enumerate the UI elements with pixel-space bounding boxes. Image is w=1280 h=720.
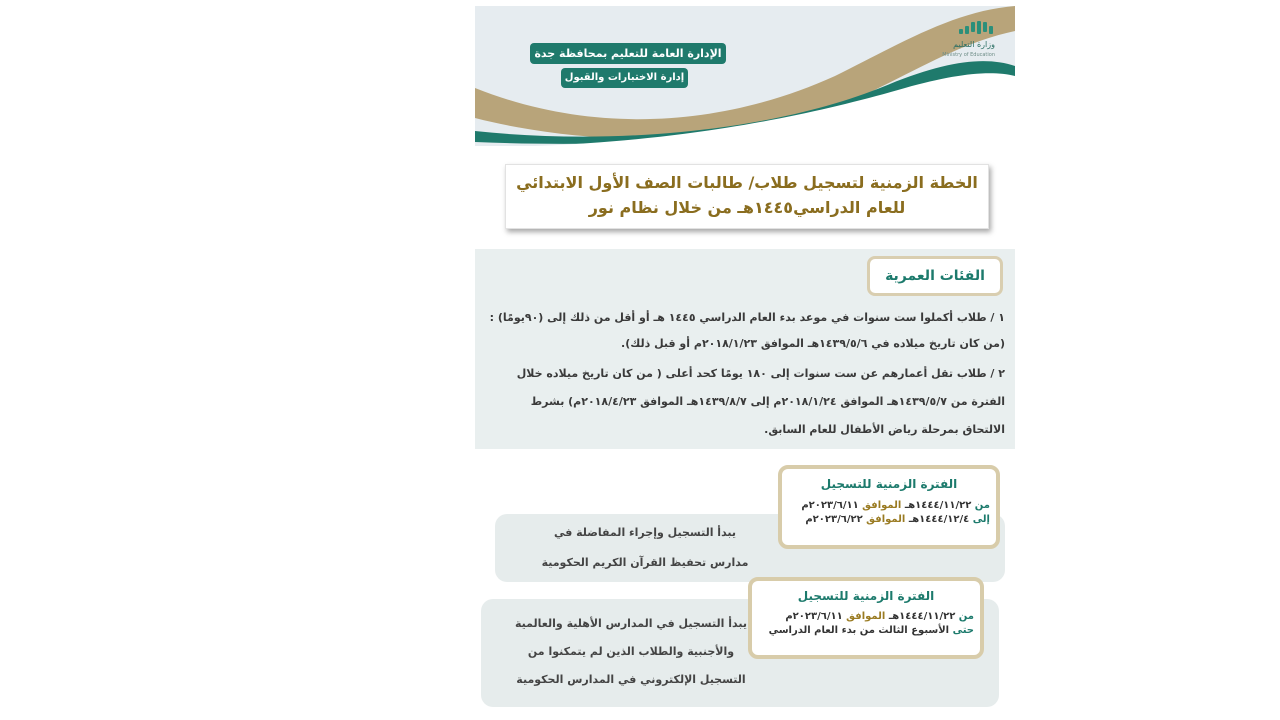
period2-title: الفترة الزمنية للتسجيل bbox=[797, 589, 935, 603]
period2-from-line: من ١٤٤٤/١١/٢٢هـ الموافق ٢٠٢٣/٦/١١م bbox=[785, 611, 974, 622]
period2-until-line: حتى الأسبوع الثالث من بدء العام الدراسي bbox=[768, 625, 974, 636]
ministry-logo-icon bbox=[953, 20, 993, 36]
period2-description-line2: والأجنبية والطلاب الذين لم يتمكنوا من bbox=[527, 645, 735, 658]
unit-label: إدارة الاختبارات والقبول bbox=[561, 68, 688, 88]
header-waves bbox=[475, 6, 1015, 146]
age-line-4: الفترة من ١٤٣٩/٥/٧هـ الموافق ٢٠١٨/١/٢٤م إلى ١٤٣٩/٨/٧هـ الموافق ٢٠١٨/٤/٢٣م) بشرط bbox=[530, 395, 1005, 408]
period1-from-line: من ١٤٤٤/١١/٢٢هـ الموافق ٢٠٢٣/٦/١١م bbox=[801, 500, 990, 511]
age-line-2: (من كان تاريخ ميلاده في ١٤٣٩/٥/٦هـ الموافق ٢٠١٨/١/٢٣م أو قبل ذلك). bbox=[621, 337, 1005, 350]
period1-description-line1: يبدأ التسجيل وإجراء المفاضلة في bbox=[553, 526, 737, 539]
age-line-1: ١ / طلاب أكملوا ست سنوات في موعد بدء العام الدراسي ١٤٤٥ هـ أو أقل من ذلك إلى (٩٠يومًا) : bbox=[489, 311, 1005, 324]
ministry-name: وزارة التعليم bbox=[953, 40, 995, 49]
plan-title-line1: الخطة الزمنية لتسجيل طلاب/ طالبات الصف الأول الابتدائي bbox=[516, 173, 978, 192]
plan-title-line2: للعام الدراسي١٤٤٥هـ من خلال نظام نور bbox=[588, 198, 906, 217]
header-banner bbox=[475, 6, 1015, 146]
period2-card bbox=[748, 577, 984, 659]
period1-card bbox=[778, 465, 1000, 549]
age-line-3: ٢ / طلاب تقل أعمارهم عن ست سنوات إلى ١٨٠ يومًا كحد أعلى ( من كان تاريخ ميلاده خلال bbox=[516, 367, 1005, 380]
period2-description-line3: التسجيل الإلكتروني في المدارس الحكومية bbox=[516, 673, 746, 686]
ministry-logo bbox=[939, 20, 999, 60]
department-label: الإدارة العامة للتعليم بمحافظة جدة bbox=[530, 43, 726, 64]
poster bbox=[475, 6, 1015, 720]
period2-description-line1: يبدأ التسجيل في المدارس الأهلية والعالمية bbox=[515, 617, 747, 630]
plan-title-box bbox=[505, 164, 989, 229]
age-categories-section bbox=[475, 249, 1015, 449]
period1-title: الفترة الزمنية للتسجيل bbox=[820, 477, 958, 491]
ministry-subtitle: Ministry of Education bbox=[942, 52, 995, 58]
period1-description-line2: مدارس تحفيظ القرآن الكريم الحكومية bbox=[541, 556, 749, 569]
age-categories-heading: الفئات العمرية bbox=[867, 256, 1003, 296]
age-line-5: الالتحاق بمرحلة رياض الأطفال للعام السابق. bbox=[764, 423, 1005, 436]
period1-to-line: إلى ١٤٤٤/١٢/٤هـ الموافق ٢٠٢٣/٦/٢٢م bbox=[805, 514, 990, 525]
